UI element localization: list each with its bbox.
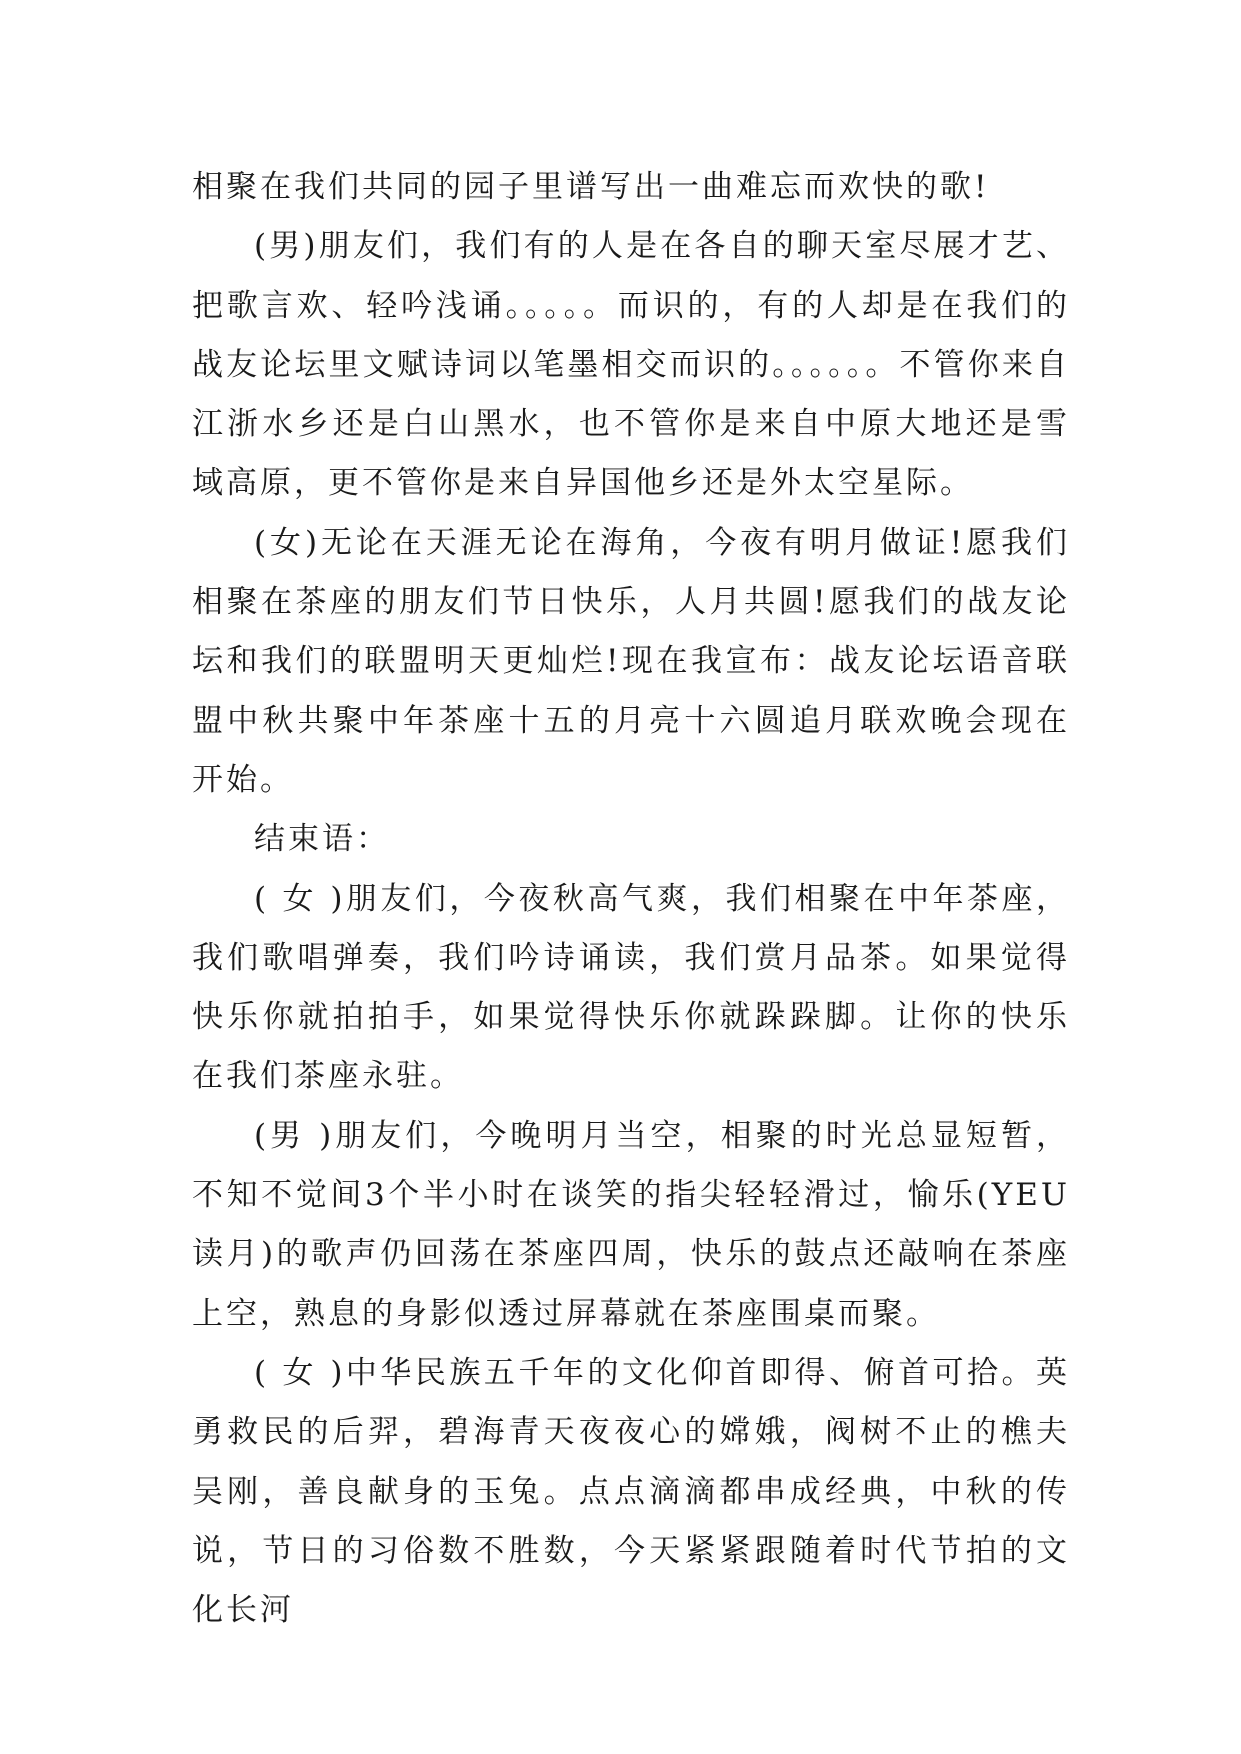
- paragraph-female-closing-1: ( 女 )朋友们，今夜秋高气爽，我们相聚在中年茶座，我们歌唱弹奏，我们吟诗诵读，我们赏月品茶。如果觉得快乐你就拍拍手，如果觉得快乐你就跺跺脚。让你的快乐在我们茶座永驻。: [192, 880, 1070, 1095]
- document-body: [192, 158, 1070, 1640]
- paragraph-male-opening: (男)朋友们，我们有的人是在各自的聊天室尽展才艺、把歌言欢、轻吟浅诵。。。。。而识的，有的人却是在我们的战友论坛里文赋诗词以笔墨相交而识的。。。。。。不管你来自江浙水乡还是白山黑水，也不管你是来自中原大地还是雪域高原，更不管你是来自异国他乡还是外太空星际。: [192, 228, 1070, 502]
- paragraph-continuation: 相聚在我们共同的园子里谱写出一曲难忘而欢快的歌!: [192, 169, 990, 205]
- section-heading-closing: 结束语：: [254, 821, 390, 858]
- paragraph-female-closing-2: ( 女 )中华民族五千年的文化仰首即得、俯首可拾。英勇救民的后羿，碧海青天夜夜心的嫦娥，阀树不止的樵夫吴刚，善良献身的玉兔。点点滴滴都串成经典，中秋的传说，节日的习俗数不胜数，今天紧紧跟随着时代节拍的文化长河: [192, 1354, 1070, 1629]
- paragraph-male-closing: (男 )朋友们，今晚明月当空，相聚的时光总显短暂，不知不觉间3个半小时在谈笑的指尖轻轻滑过，愉乐(YEU读月)的歌声仍回荡在茶座四周，快乐的鼓点还敲响在茶座上空，熟息的身影似透过屏幕就在茶座围桌而聚。: [192, 1117, 1070, 1332]
- paragraph-female-opening: (女)无论在天涯无论在海角，今夜有明月做证!愿我们相聚在茶座的朋友们节日快乐，人月共圆!愿我们的战友论坛和我们的联盟明天更灿烂!现在我宣布：战友论坛语音联盟中秋共聚中年茶座十五的月亮十六圆追月联欢晚会现在开始。: [192, 524, 1070, 798]
